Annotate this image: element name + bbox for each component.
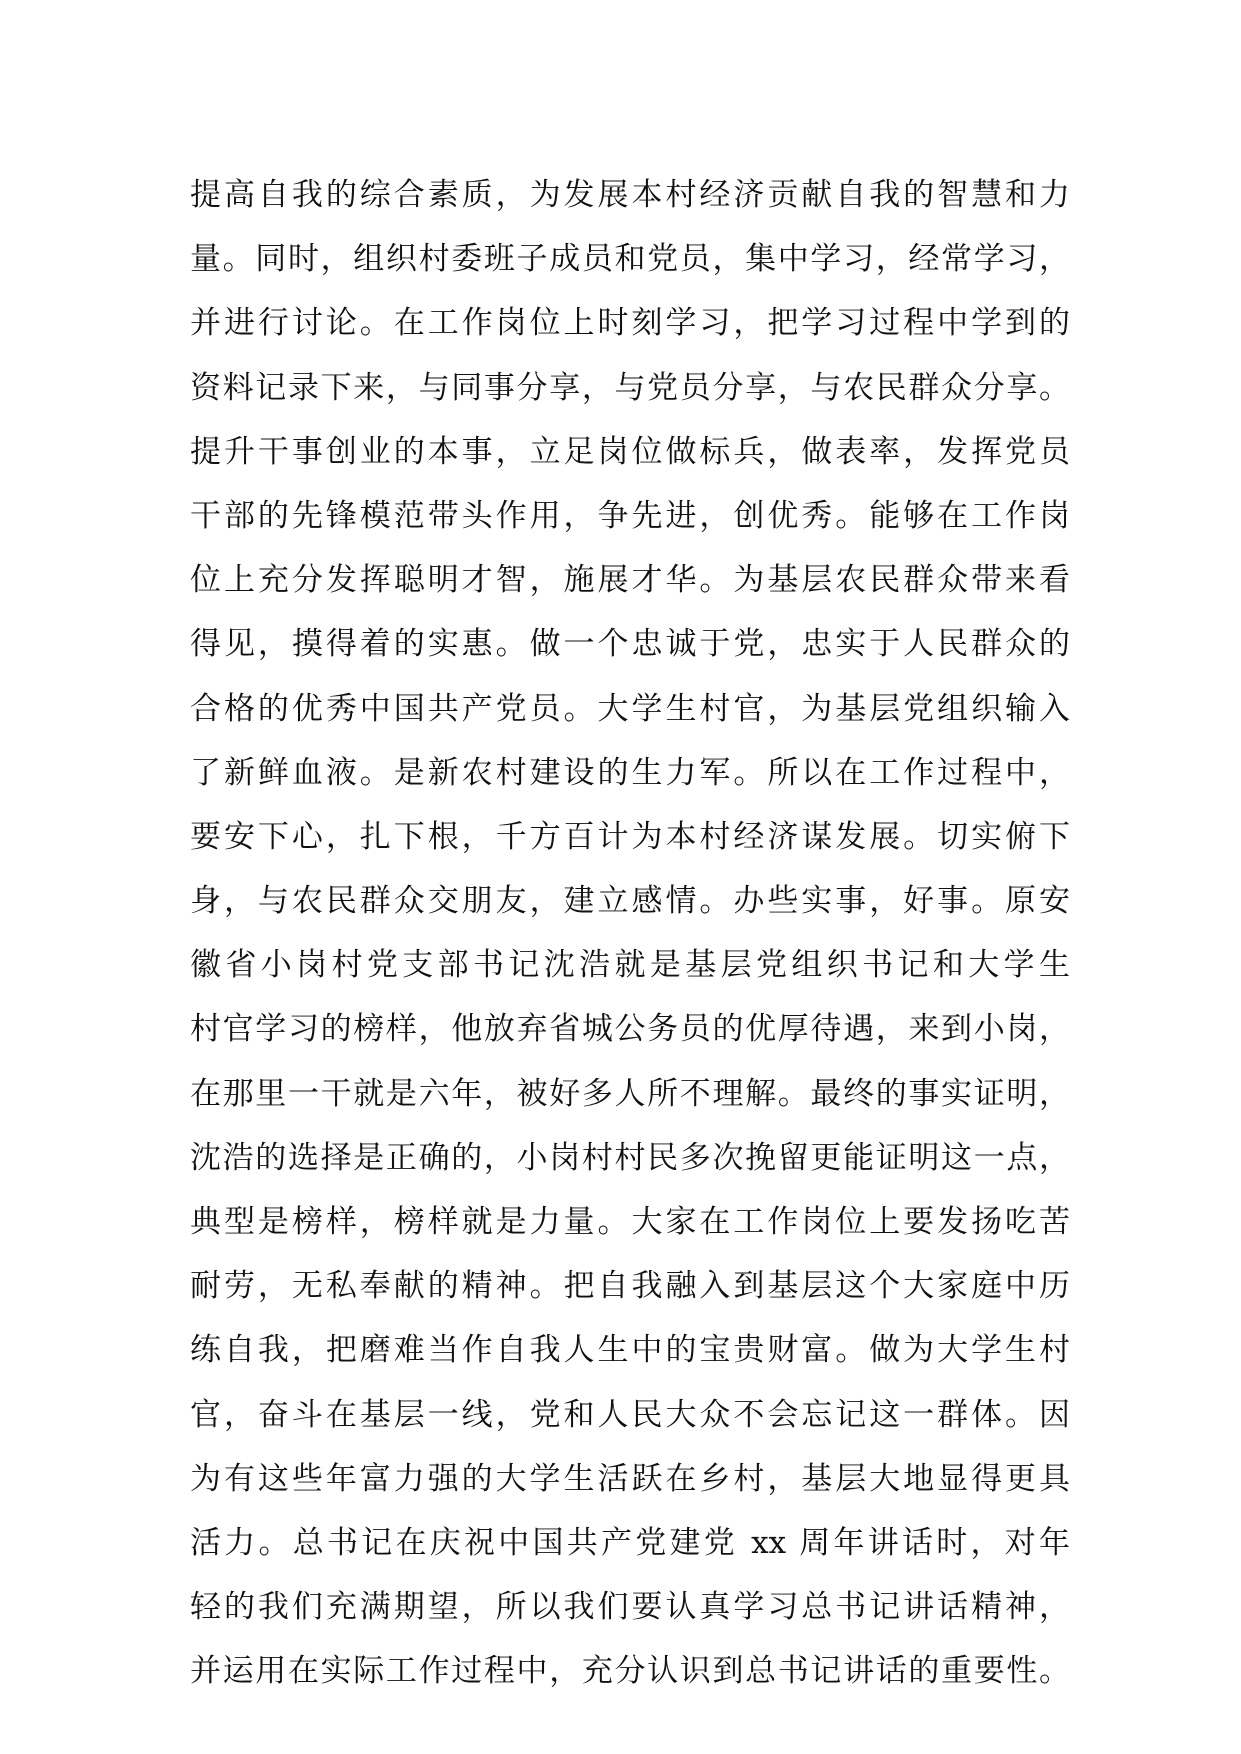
text-line: 轻的我们充满期望，所以我们要认真学习总书记讲话精神， [190,1589,1070,1626]
text-line: 身，与农民群众交朋友，建立感情。办些实事，好事。原安 [190,883,1070,920]
text-line: 村官学习的榜样，他放弃省城公务员的优厚待遇，来到小岗， [190,1011,1070,1048]
text-line: 提升干事创业的本事，立足岗位做标兵，做表率，发挥党员 [190,433,1070,470]
text-line: 典型是榜样，榜样就是力量。大家在工作岗位上要发扬吃苦 [190,1204,1070,1240]
text-line: 官，奋斗在基层一线，党和人民大众不会忘记这一群体。因 [190,1396,1070,1433]
text-line: 提高自我的综合素质，为发展本村经济贡献自我的智慧和力 [190,177,1070,213]
text-line: 位上充分发挥聪明才智，施展才华。为基层农民群众带来看 [190,562,1070,599]
text-line: 量。同时，组织村委班子成员和党员，集中学习，经常学习， [190,241,1070,278]
text-line: 要安下心，扎下根，千方百计为本村经济谋发展。切实俯下 [190,818,1070,855]
text-line: 合格的优秀中国共产党员。大学生村官，为基层党组织输入 [190,690,1070,727]
text-line: 活力。总书记在庆祝中国共产党建党 xx 周年讲话时，对年 [190,1524,1070,1561]
text-line: 在那里一干就是六年，被好多人所不理解。最终的事实证明， [190,1075,1070,1112]
text-line: 并运用在实际工作过程中，充分认识到总书记讲话的重要性。 [190,1653,1070,1690]
body-paragraph [190,163,1070,1704]
text-line: 资料记录下来，与同事分享，与党员分享，与农民群众分享。 [190,369,1070,406]
text-line: 沈浩的选择是正确的，小岗村村民多次挽留更能证明这一点， [190,1139,1070,1176]
text-line: 耐劳，无私奉献的精神。把自我融入到基层这个大家庭中历 [190,1268,1070,1305]
text-line: 练自我，把磨难当作自我人生中的宝贵财富。做为大学生村 [190,1332,1070,1369]
text-line: 得见，摸得着的实惠。做一个忠诚于党，忠实于人民群众的 [190,626,1070,663]
text-line: 并进行讨论。在工作岗位上时刻学习，把学习过程中学到的 [190,305,1070,342]
text-line: 干部的先锋模范带头作用，争先进，创优秀。能够在工作岗 [190,497,1070,534]
text-line: 为有这些年富力强的大学生活跃在乡村，基层大地显得更具 [190,1460,1070,1497]
text-line: 徽省小岗村党支部书记沈浩就是基层党组织书记和大学生 [190,947,1070,984]
text-line: 了新鲜血液。是新农村建设的生力军。所以在工作过程中， [190,754,1070,791]
